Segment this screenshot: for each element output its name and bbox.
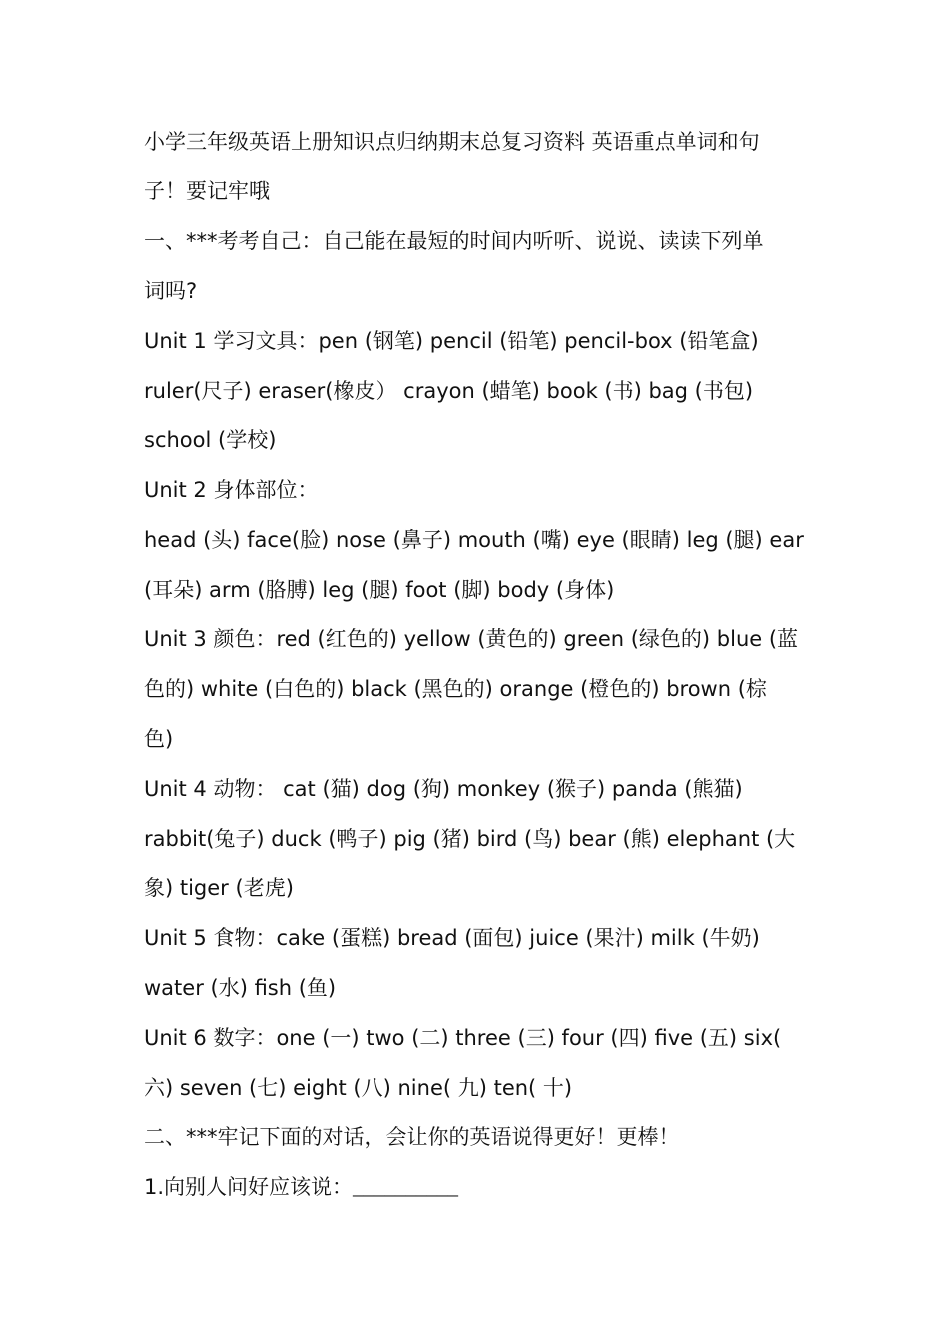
question-1 [144, 1172, 808, 1202]
unit2-vocab-line-2: (耳朵) arm (胳膊) leg (腿) foot (脚) body (身体) [144, 578, 615, 602]
unit1-vocab-line-3: school (学校) [144, 428, 277, 452]
title-line-2: 子！要记牢哦 [144, 179, 270, 203]
unit2-vocab-line-1: head (头) face(脸) nose (鼻子) mouth (嘴) eye (眼睛) leg (腿) ear [144, 528, 804, 552]
unit2-title: Unit 2 身体部位： [144, 478, 319, 502]
unit4-vocab-line-2: rabbit(兔子) duck (鸭子) pig (猪) bird (鸟) bear (熊) elephant (大 [144, 827, 796, 851]
section1-heading-line-2: 词吗? [144, 279, 198, 303]
unit3-vocab-line-2: 色的) white (白色的) black (黑色的) orange (橙色的) brown (棕 [144, 677, 767, 701]
unit4-vocab-line-1: Unit 4 动物： cat (猫) dog (狗) monkey (猴子) panda (熊猫) [144, 777, 743, 801]
unit6-vocab-line-2: 六) seven (七) eight (八) nine( 九) ten( 十) [144, 1076, 573, 1100]
question-1-text: 1.向别人问好应该说： [144, 1175, 354, 1199]
unit1-vocab-line-1: Unit 1 学习文具：pen (钢笔) pencil (铅笔) pencil-box (铅笔盒) [144, 329, 759, 353]
unit3-vocab-line-1: Unit 3 颜色：red (红色的) yellow (黄色的) green (绿色的) blue (蓝 [144, 627, 799, 651]
title-line-1: 小学三年级英语上册知识点归纳期末总复习资料 英语重点单词和句 [144, 130, 760, 154]
section2-heading: 二、***牢记下面的对话，会让你的英语说得更好！更棒！ [144, 1125, 680, 1149]
unit6-vocab-line-1: Unit 6 数字：one (一) two (二) three (三) four (四) five (五) six( [144, 1026, 782, 1050]
unit4-vocab-line-3: 象) tiger (老虎) [144, 876, 294, 900]
unit1-vocab-line-2: ruler(尺子) eraser(橡皮） crayon (蜡笔) book (书) bag (书包) [144, 379, 754, 403]
unit5-vocab-line-2: water (水) fish (鱼) [144, 976, 337, 1000]
unit5-vocab-line-1: Unit 5 食物：cake (蛋糕) bread (面包) juice (果汁) milk (牛奶) [144, 926, 760, 950]
section1-heading-line-1: 一、***考考自己：自己能在最短的时间内听听、说说、读读下列单 [144, 229, 764, 253]
unit3-vocab-line-3: 色) [144, 727, 174, 751]
answer-blank: __________ [353, 1175, 459, 1199]
